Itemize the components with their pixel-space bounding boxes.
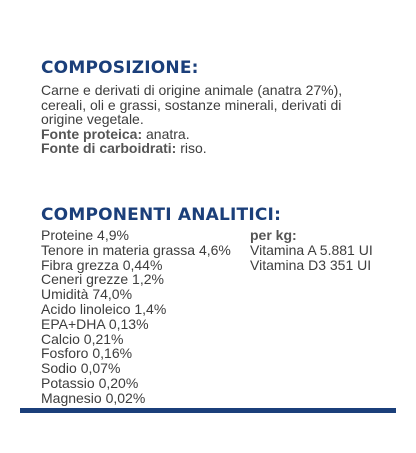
per-kg-list bbox=[250, 228, 373, 272]
composition-heading: COMPOSIZIONE: bbox=[41, 58, 199, 78]
analytical-item: Umidità 74,0% bbox=[41, 286, 133, 303]
analytical-item: Ceneri grezze 1,2% bbox=[41, 271, 164, 288]
analytical-item: Potassio 0,20% bbox=[41, 374, 139, 391]
analytical-item: Magnesio 0,02% bbox=[41, 389, 146, 406]
analytical-heading: COMPONENTI ANALITICI: bbox=[41, 205, 282, 225]
analytical-item: Tenore in materia grassa 4,6% bbox=[41, 241, 231, 258]
composition-text: Carne e derivati di origine animale (anatra 27%), cereali, oli e grassi, sostanze minerali, derivati di origine vegetale. bbox=[41, 82, 343, 128]
analytical-list bbox=[41, 228, 231, 406]
footer-divider-bar bbox=[20, 408, 396, 413]
analytical-item: EPA+DHA 0,13% bbox=[41, 315, 149, 332]
vitamin-item: Vitamina A 5.881 UI bbox=[250, 241, 373, 258]
carb-source-value: riso. bbox=[176, 140, 207, 157]
protein-source-label: Fonte proteica: bbox=[41, 125, 143, 142]
analytical-item: Fosforo 0,16% bbox=[41, 345, 133, 362]
composition-section bbox=[41, 83, 386, 156]
analytical-item: Fibra grezza 0,44% bbox=[41, 256, 163, 273]
analytical-item: Sodio 0,07% bbox=[41, 360, 121, 377]
protein-source bbox=[41, 127, 386, 142]
vitamin-item: Vitamina D3 351 UI bbox=[250, 256, 372, 273]
per-kg-label: per kg: bbox=[250, 227, 297, 243]
analytical-item: Proteine 4,9% bbox=[41, 227, 129, 243]
protein-source-value: anatra. bbox=[142, 125, 190, 142]
carb-source bbox=[41, 141, 386, 156]
analytical-item: Acido linoleico 1,4% bbox=[41, 300, 167, 317]
carb-source-label: Fonte di carboidrati: bbox=[41, 140, 177, 157]
analytical-item: Calcio 0,21% bbox=[41, 330, 124, 347]
